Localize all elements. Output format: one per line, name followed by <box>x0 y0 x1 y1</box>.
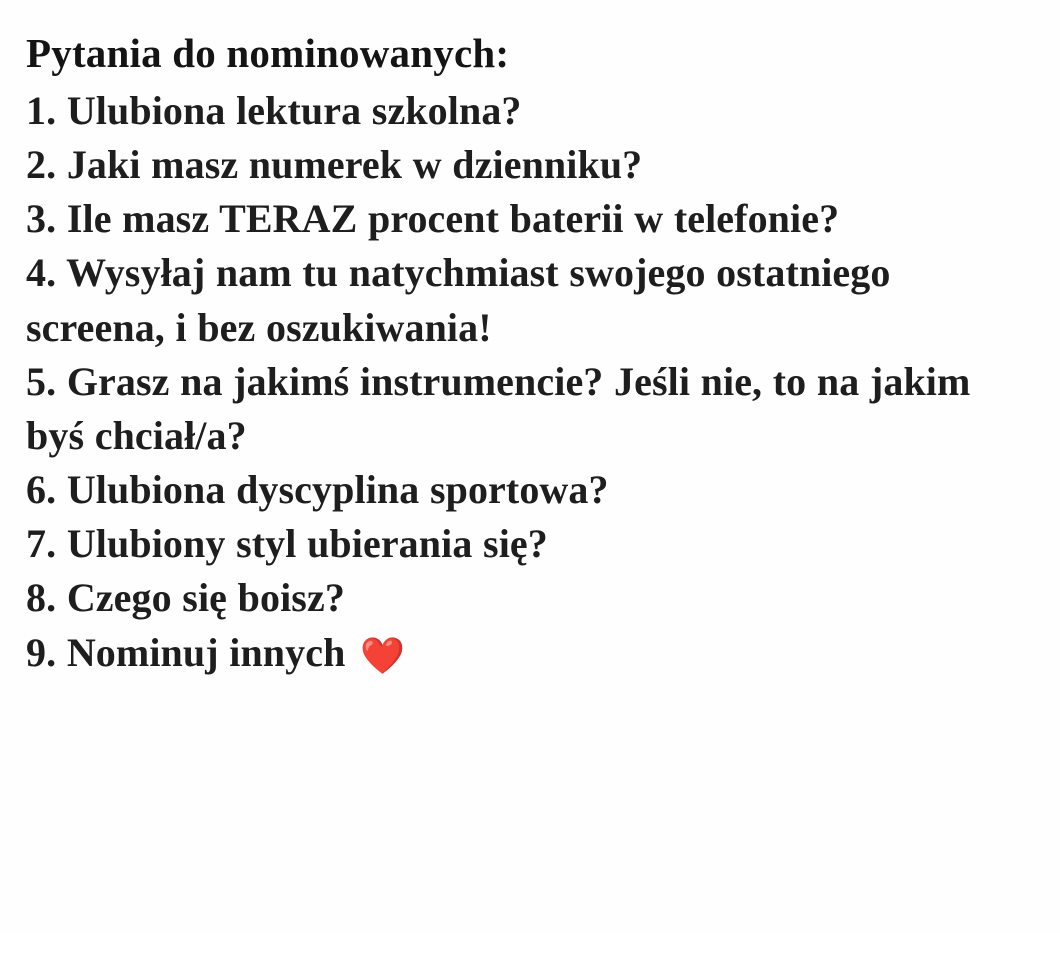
list-item <box>26 192 1026 246</box>
question-number: 8. <box>26 575 57 621</box>
list-item <box>26 84 1026 138</box>
question-text: Wysyłaj nam tu natychmiast swojego ostatniego screena, i bez oszukiwania! <box>26 250 891 350</box>
question-number: 2. <box>26 141 57 187</box>
list-item <box>26 138 1026 192</box>
heart-icon: ❤️ <box>360 635 405 676</box>
question-number: 6. <box>26 467 57 513</box>
question-text: Ulubiony styl ubierania się? <box>66 521 548 567</box>
question-text: Jaki masz numerek w dzienniku? <box>66 141 643 187</box>
question-number: 4. <box>26 250 57 296</box>
question-number: 5. <box>26 358 57 404</box>
question-number: 3. <box>26 196 57 242</box>
question-text: Nominuj innych <box>66 629 346 675</box>
page-title: Pytania do nominowanych: <box>26 30 510 76</box>
question-number: 1. <box>26 87 57 133</box>
list-item <box>26 626 1026 681</box>
list-item <box>26 355 1026 463</box>
question-text: Czego się boisz? <box>66 575 345 621</box>
questions-list <box>26 84 1026 681</box>
list-item <box>26 571 1026 625</box>
question-text: Grasz na jakimś instrumencie? Jeśli nie, to na jakim byś chciał/a? <box>26 358 971 458</box>
question-number: 7. <box>26 521 57 567</box>
question-text: Ulubiona dyscyplina sportowa? <box>66 467 609 513</box>
question-text: Ulubiona lektura szkolna? <box>66 87 522 133</box>
question-text: Ile masz TERAZ procent baterii w telefonie? <box>66 196 840 242</box>
list-item <box>26 246 1026 354</box>
list-item <box>26 517 1026 571</box>
question-number: 9. <box>26 629 57 675</box>
list-item <box>26 463 1026 517</box>
